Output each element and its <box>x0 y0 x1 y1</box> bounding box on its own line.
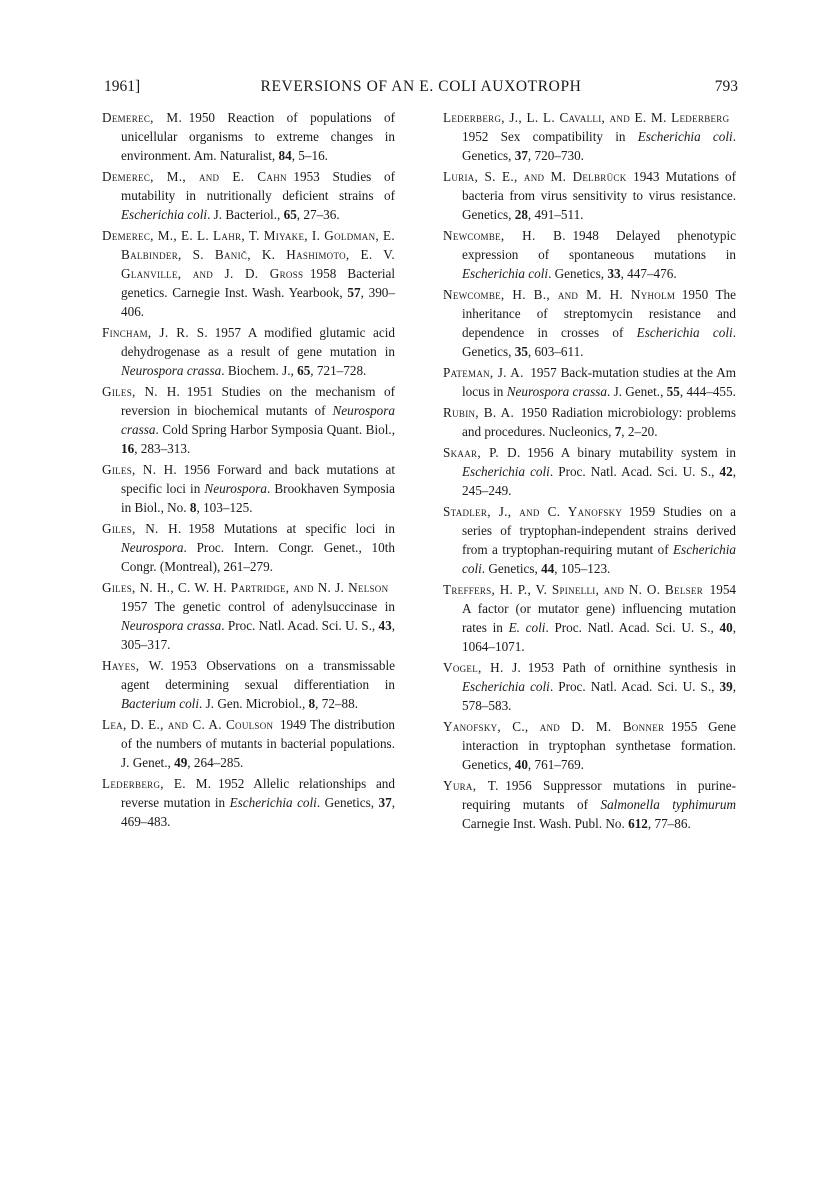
reference-authors: Yanofsky, C., and D. M. Bonner <box>443 719 665 734</box>
reference-entry <box>102 519 395 576</box>
reference-authors: Pateman, J. A. <box>443 365 524 380</box>
reference-entry <box>102 382 395 458</box>
reference-text: 1956 A binary mutability system in Escherichia coli. Proc. Natl. Acad. Sci. U. S., 42, 245–249. <box>462 445 737 498</box>
reference-authors: Yura, T. <box>443 778 499 793</box>
references-left-column <box>102 108 395 833</box>
reference-entry <box>102 108 395 165</box>
reference-text: 1957 The genetic control of adenylsuccinase in Neurospora crassa. Proc. Natl. Acad. Sci. U. S., 43, 305–317. <box>121 599 395 652</box>
reference-authors: Newcombe, H. B., and M. H. Nyholm <box>443 287 676 302</box>
reference-text: 1953 Observations on a transmissable agent determining sexual differentiation in Bacterium coli. J. Gen. Microbiol., 8, 72–88. <box>121 658 395 711</box>
reference-authors: Lederberg, E. M. <box>102 776 212 791</box>
reference-authors: Lederberg, J., L. L. Cavalli, and E. M. Lederberg <box>443 110 730 125</box>
reference-entry <box>102 715 395 772</box>
reference-entry <box>102 774 395 831</box>
reference-text: 1957 Back-mutation studies at the Am locus in Neurospora crassa. J. Genet., 55, 444–455. <box>462 365 737 399</box>
references-right-column <box>443 108 736 835</box>
reference-authors: Rubin, B. A. <box>443 405 515 420</box>
reference-entry <box>102 226 395 321</box>
reference-entry <box>443 443 736 500</box>
header-title: REVERSIONS OF AN E. COLI AUXOTROPH <box>260 78 582 95</box>
reference-entry <box>102 460 395 517</box>
reference-text: 1950 Radiation microbiology: problems and procedures. Nucleonics, 7, 2–20. <box>462 405 736 439</box>
reference-entry <box>443 226 736 283</box>
reference-entry <box>443 580 736 656</box>
reference-entry <box>443 502 736 578</box>
reference-authors: Demerec, M., E. L. Lahr, T. Miyake, I. Goldman, E. Balbinder, S. Banič, K. Hashimoto, E. V. Glanville, and J. D. Gross <box>102 228 395 281</box>
reference-entry <box>102 323 395 380</box>
reference-authors: Luria, S. E., and M. Delbrück <box>443 169 627 184</box>
reference-text: 1952 Sex compatibility in Escherichia coli. Genetics, 37, 720–730. <box>462 129 736 163</box>
reference-authors: Giles, N. H. <box>102 384 181 399</box>
reference-entry <box>443 167 736 224</box>
reference-authors: Giles, N. H., C. W. H. Partridge, and N. J. Nelson <box>102 580 389 595</box>
reference-text: 1958 Mutations at specific loci in Neurospora. Proc. Intern. Congr. Genet., 10th Congr. (Montreal), 261–279. <box>121 521 395 574</box>
reference-authors: Skaar, P. D. <box>443 445 521 460</box>
reference-text: 1958 Bacterial genetics. Carnegie Inst. Wash. Yearbook, 57, 390–406. <box>121 266 395 319</box>
reference-entry <box>102 656 395 713</box>
reference-text: 1956 Suppressor mutations in purine-requiring mutants of Salmonella typhimurum Carnegie Inst. Wash. Publ. No. 612, 77–86. <box>462 778 736 831</box>
reference-entry <box>443 285 736 361</box>
reference-entry <box>443 658 736 715</box>
reference-text: 1953 Path of ornithine synthesis in Escherichia coli. Proc. Natl. Acad. Sci. U. S., 39, 578–583. <box>462 660 737 713</box>
page-number: 793 <box>714 78 738 95</box>
reference-text: 1953 Studies of mutability in nutritionally deficient strains of Escherichia coli. J. Bacteriol., 65, 27–36. <box>121 169 395 222</box>
reference-entry <box>443 403 736 441</box>
reference-text: 1959 Studies on a series of tryptophan-independent strains derived from a tryptophan-requiring mutant of Escherichia coli. Genetics, 44, 105–123. <box>462 504 736 576</box>
reference-entry <box>443 717 736 774</box>
reference-authors: Fincham, J. R. S. <box>102 325 209 340</box>
reference-text: 1956 Forward and back mutations at specific loci in Neurospora. Brookhaven Symposia in Biol., No. 8, 103–125. <box>121 462 395 515</box>
reference-authors: Hayes, W. <box>102 658 164 673</box>
reference-authors: Demerec, M., and E. Cahn <box>102 169 287 184</box>
reference-authors: Stadler, J., and C. Yanofsky <box>443 504 623 519</box>
reference-entry <box>443 776 736 833</box>
reference-text: 1943 Mutations of bacteria from virus sensitivity to virus resistance. Genetics, 28, 491–511. <box>462 169 736 222</box>
reference-text: 1952 Allelic relationships and reverse mutation in Escherichia coli. Genetics, 37, 469–483. <box>121 776 395 829</box>
reference-authors: Treffers, H. P., V. Spinelli, and N. O. Belser <box>443 582 704 597</box>
reference-authors: Vogel, H. J. <box>443 660 522 675</box>
reference-text: 1957 A modified glutamic acid dehydrogenase as a result of gene mutation in Neurospora crassa. Biochem. J., 65, 721–728. <box>121 325 395 378</box>
reference-text: 1955 Gene interaction in tryptophan synthetase formation. Genetics, 40, 761–769. <box>462 719 736 772</box>
reference-authors: Demerec, M. <box>102 110 183 125</box>
reference-text: 1954 A factor (or mutator gene) influencing mutation rates in E. coli. Proc. Natl. Acad. Sci. U. S., 40, 1064–1071. <box>462 582 736 654</box>
reference-entry <box>102 167 395 224</box>
reference-authors: Newcombe, H. B. <box>443 228 566 243</box>
reference-authors: Lea, D. E., and C. A. Coulson <box>102 717 274 732</box>
running-header <box>104 78 738 102</box>
reference-text: 1948 Delayed phenotypic expression of spontaneous mutations in Escherichia coli. Genetics, 33, 447–476. <box>462 228 736 281</box>
header-year: 1961] <box>104 78 141 95</box>
reference-entry <box>102 578 395 654</box>
reference-text: 1950 The inheritance of streptomycin resistance and dependence in crosses of Escherichia coli. Genetics, 35, 603–611. <box>462 287 737 359</box>
reference-text: 1950 Reaction of populations of unicellular organisms to extreme changes in environment. Am. Naturalist, 84, 5–16. <box>121 110 395 163</box>
reference-authors: Giles, N. H. <box>102 462 178 477</box>
reference-entry <box>443 363 736 401</box>
reference-text: 1949 The distribution of the numbers of mutants in bacterial populations. J. Genet., 49, 264–285. <box>121 717 396 770</box>
reference-entry <box>443 108 736 165</box>
reference-text: 1951 Studies on the mechanism of reversion in biochemical mutants of Neurospora crassa. Cold Spring Harbor Symposia Quant. Biol., 16, 283–313. <box>121 384 395 456</box>
reference-authors: Giles, N. H. <box>102 521 182 536</box>
